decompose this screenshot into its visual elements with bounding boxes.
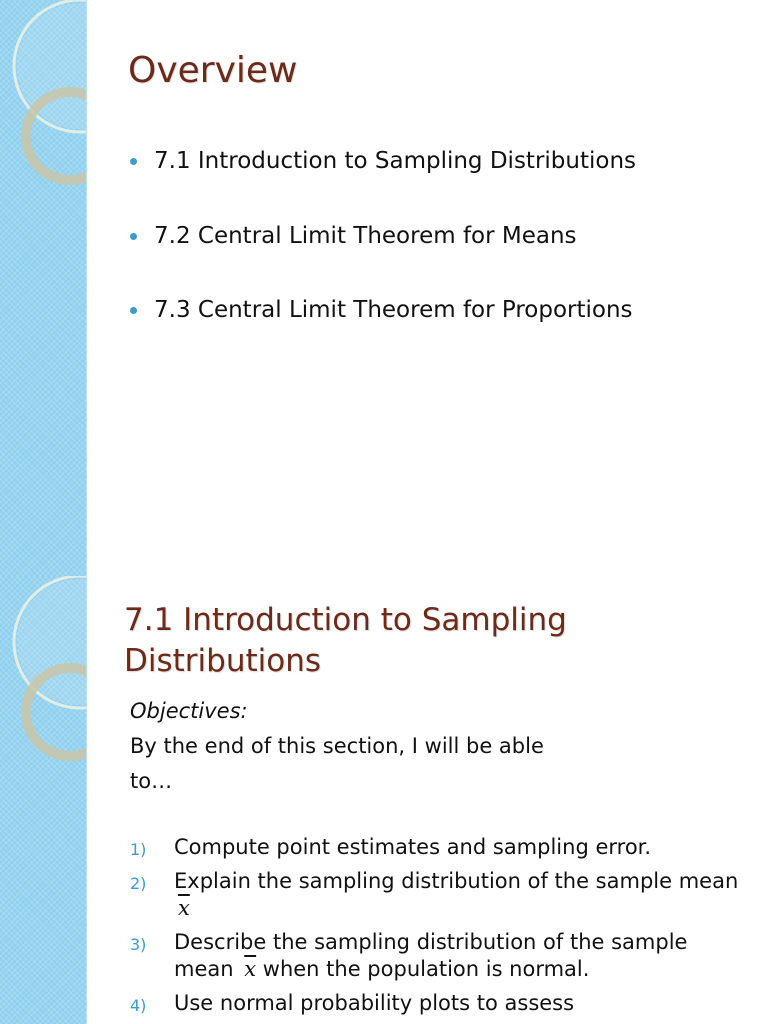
objectives-list (130, 834, 750, 1024)
bullet-icon (130, 158, 137, 165)
item-number: 2) (130, 874, 147, 893)
decorative-rings (0, 576, 86, 1024)
slide-title: Overview (128, 50, 298, 91)
list-item (130, 834, 750, 861)
bullet-icon (130, 307, 137, 314)
objectives-intro: By the end of this section, I will be able to… (130, 734, 544, 793)
item-text: Describe the sampling distribution of the sample mean (174, 930, 688, 981)
decorative-rings (0, 0, 86, 576)
list-item (130, 929, 750, 983)
list-item (130, 990, 750, 1017)
item-number: 4) (130, 996, 147, 1015)
slide-section-7-1 (0, 576, 768, 1024)
bullet-item: 7.2 Central Limit Theorem for Means (130, 221, 636, 296)
bullet-item: 7.1 Introduction to Sampling Distributions (130, 146, 636, 221)
item-number: 3) (130, 935, 147, 954)
objectives-block (130, 694, 560, 799)
bullet-icon (130, 233, 137, 240)
item-text-continued: when the population is normal. (262, 957, 590, 981)
list-item (130, 868, 750, 922)
decorative-side-band (0, 576, 87, 1024)
bullet-list (130, 146, 636, 370)
objectives-label: Objectives: (130, 699, 248, 723)
item-text: Use normal probability plots to assess (174, 991, 575, 1015)
x-bar-symbol: $\overline{x}$ (244, 957, 257, 981)
bullet-item: 7.3 Central Limit Theorem for Proportions (130, 295, 636, 370)
item-text: Compute point estimates and sampling error. (174, 835, 652, 859)
item-text: Explain the sampling distribution of the sample mean (174, 869, 739, 893)
decorative-side-band (0, 0, 87, 576)
item-number: 1) (130, 840, 147, 859)
slide-title: 7.1 Introduction to Sampling Distributions (124, 602, 567, 679)
x-bar-symbol: $\overline{x}$ (178, 896, 190, 920)
